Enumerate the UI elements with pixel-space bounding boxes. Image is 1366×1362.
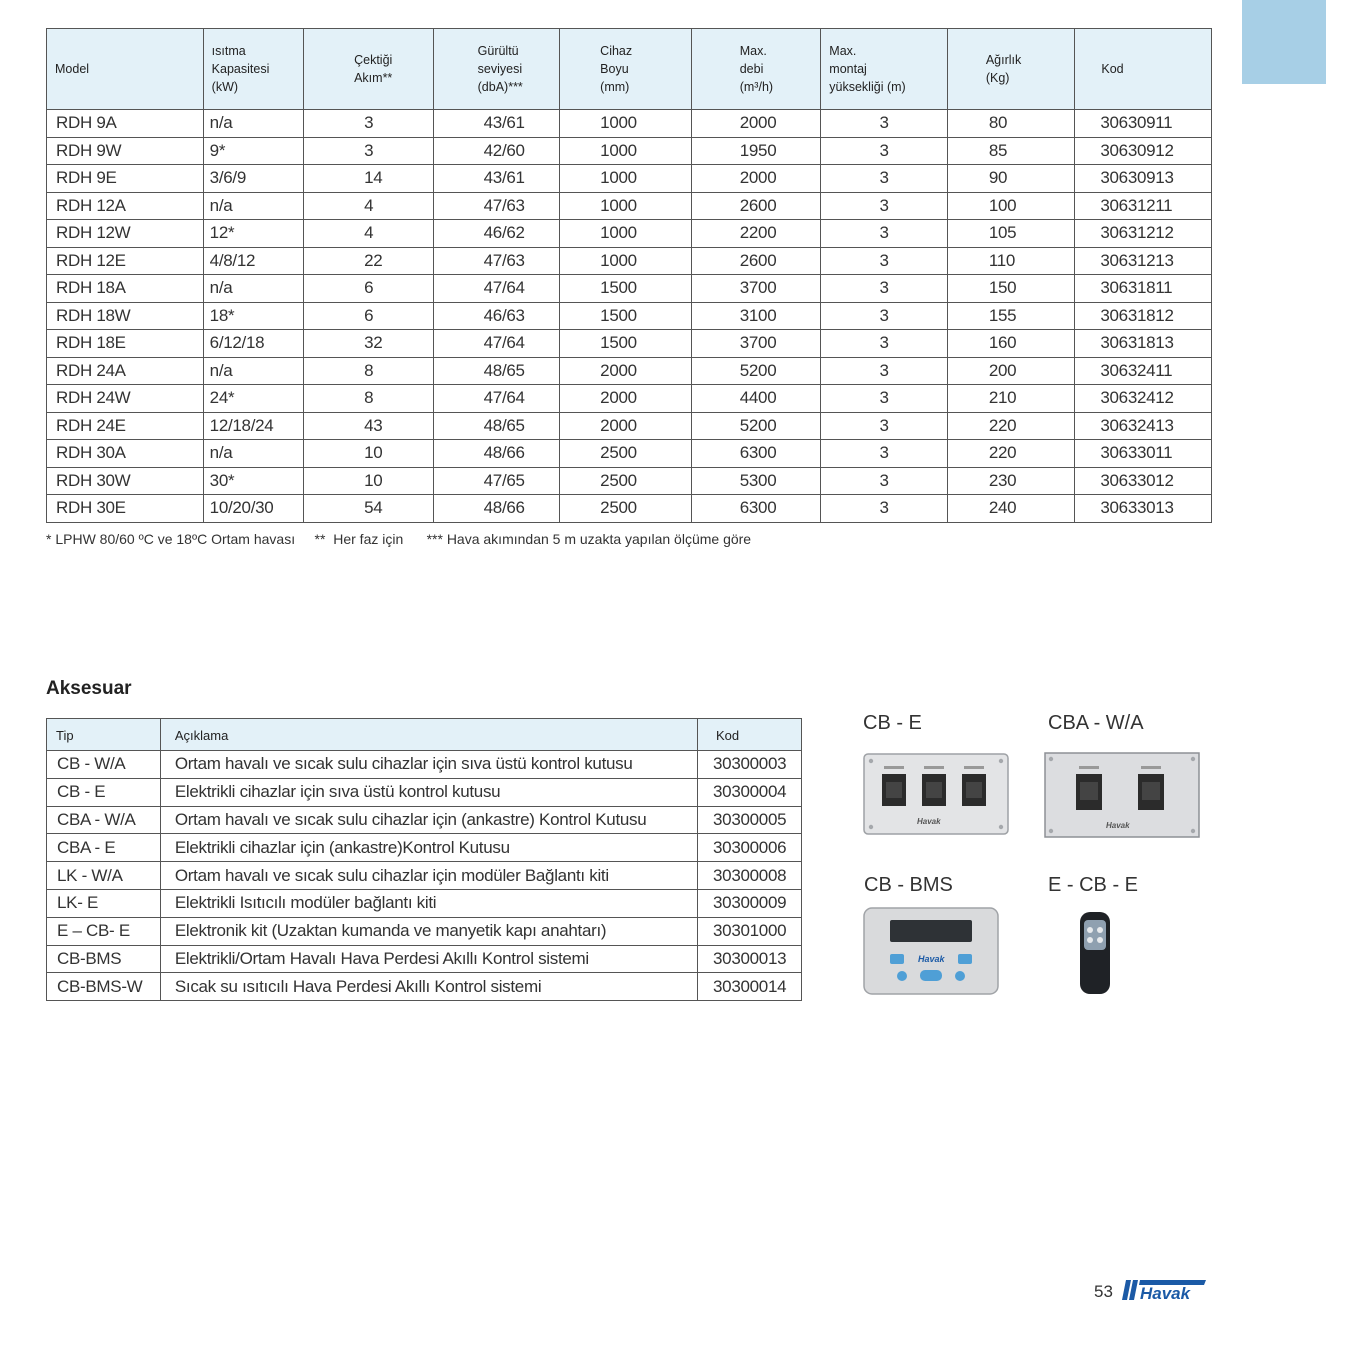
header-line: Max. bbox=[829, 44, 857, 58]
table-cell: 47/64 bbox=[433, 330, 560, 358]
accessory-row bbox=[47, 945, 802, 973]
table-cell: 14 bbox=[304, 165, 434, 193]
accessory-cell-description: Ortam havalı ve sıcak sulu cihazlar için sıva üstü kontrol kutusu bbox=[160, 751, 697, 779]
table-cell: 105 bbox=[947, 220, 1075, 248]
table-cell: 1000 bbox=[560, 110, 692, 138]
table-cell: 240 bbox=[947, 495, 1075, 523]
table-cell: 100 bbox=[947, 192, 1075, 220]
accessory-cell-type: E – CB- E bbox=[47, 917, 161, 945]
table-cell: 3 bbox=[821, 330, 948, 358]
table-cell: n/a bbox=[203, 275, 303, 303]
accessory-cell-type: CBA - E bbox=[47, 834, 161, 862]
corner-tab bbox=[1242, 0, 1326, 84]
table-cell: 3/6/9 bbox=[203, 165, 303, 193]
table-cell: 30633012 bbox=[1075, 467, 1212, 495]
table-cell: RDH 30E bbox=[47, 495, 204, 523]
table-cell: 12/18/24 bbox=[203, 412, 303, 440]
table-cell: 22 bbox=[304, 247, 434, 275]
table-row bbox=[47, 495, 1212, 523]
header-weight bbox=[947, 29, 1075, 110]
accessory-row bbox=[47, 751, 802, 779]
table-cell: 30633011 bbox=[1075, 440, 1212, 468]
header-line: Çektiği bbox=[354, 53, 393, 67]
accessory-header-code: Kod bbox=[698, 719, 802, 751]
table-cell: 47/64 bbox=[433, 385, 560, 413]
spec-table bbox=[46, 28, 1212, 523]
table-cell: 30631813 bbox=[1075, 330, 1212, 358]
accessory-cell-description: Elektrikli cihazlar için sıva üstü kontrol kutusu bbox=[160, 778, 697, 806]
page-number: 53 bbox=[1094, 1282, 1113, 1301]
table-cell: 3 bbox=[821, 302, 948, 330]
havak-logo bbox=[1122, 1278, 1208, 1302]
table-cell: 9* bbox=[203, 137, 303, 165]
photo-label-cba-wa: CBA - W/A bbox=[1048, 712, 1144, 734]
table-cell: 30631211 bbox=[1075, 192, 1212, 220]
header-line: seviyesi bbox=[477, 62, 523, 76]
header-line: Kapasitesi bbox=[211, 62, 270, 76]
table-cell: RDH 12A bbox=[47, 192, 204, 220]
table-cell: RDH 18E bbox=[47, 330, 204, 358]
table-cell: 2200 bbox=[691, 220, 821, 248]
table-cell: 3 bbox=[821, 192, 948, 220]
table-cell: 43/61 bbox=[433, 110, 560, 138]
header-line: Boyu bbox=[600, 62, 629, 76]
table-cell: 2600 bbox=[691, 247, 821, 275]
table-cell: n/a bbox=[203, 357, 303, 385]
table-row bbox=[47, 412, 1212, 440]
table-cell: 30631213 bbox=[1075, 247, 1212, 275]
table-cell: 30632411 bbox=[1075, 357, 1212, 385]
table-cell: 6/12/18 bbox=[203, 330, 303, 358]
table-cell: 80 bbox=[947, 110, 1075, 138]
header-model bbox=[47, 29, 204, 110]
table-cell: 1500 bbox=[560, 275, 692, 303]
table-cell: 2000 bbox=[560, 412, 692, 440]
table-cell: 54 bbox=[304, 495, 434, 523]
table-cell: 90 bbox=[947, 165, 1075, 193]
accessory-cell-code: 30300006 bbox=[698, 834, 802, 862]
table-cell: 4 bbox=[304, 220, 434, 248]
accessory-row bbox=[47, 889, 802, 917]
table-cell: 3 bbox=[821, 412, 948, 440]
header-current bbox=[304, 29, 434, 110]
accessory-cell-type: CB-BMS bbox=[47, 945, 161, 973]
table-cell: 1950 bbox=[691, 137, 821, 165]
cba-wa-control-box-image bbox=[1044, 752, 1200, 838]
table-row bbox=[47, 330, 1212, 358]
table-cell: RDH 24A bbox=[47, 357, 204, 385]
table-cell: RDH 30W bbox=[47, 467, 204, 495]
header-device-length bbox=[560, 29, 692, 110]
table-row bbox=[47, 220, 1212, 248]
table-cell: 5200 bbox=[691, 357, 821, 385]
header-heating-capacity bbox=[203, 29, 303, 110]
table-cell: 10 bbox=[304, 467, 434, 495]
header-max-mount-height bbox=[821, 29, 948, 110]
table-cell: 2500 bbox=[560, 440, 692, 468]
table-cell: 3 bbox=[304, 110, 434, 138]
table-cell: 3 bbox=[304, 137, 434, 165]
table-cell: RDH 24E bbox=[47, 412, 204, 440]
cb-e-control-box-image bbox=[862, 752, 1010, 836]
table-cell: 43 bbox=[304, 412, 434, 440]
photo-label-cb-e: CB - E bbox=[863, 712, 922, 734]
table-cell: RDH 18W bbox=[47, 302, 204, 330]
accessory-cell-description: Sıcak su ısıtıcılı Hava Perdesi Akıllı Kontrol sistemi bbox=[160, 973, 697, 1001]
header-line: debi bbox=[739, 62, 764, 76]
table-cell: 48/66 bbox=[433, 495, 560, 523]
table-cell: 155 bbox=[947, 302, 1075, 330]
accessory-cell-code: 30300003 bbox=[698, 751, 802, 779]
table-cell: 3700 bbox=[691, 275, 821, 303]
accessory-row bbox=[47, 973, 802, 1001]
accessory-cell-type: CB - W/A bbox=[47, 751, 161, 779]
brand-mark: Havak bbox=[918, 954, 945, 964]
accessory-cell-code: 30300009 bbox=[698, 889, 802, 917]
section-title: Aksesuar bbox=[46, 678, 132, 699]
header-line: (kW) bbox=[211, 80, 239, 94]
header-line: ısıtma bbox=[211, 44, 246, 58]
table-cell: 32 bbox=[304, 330, 434, 358]
accessory-cell-code: 30300005 bbox=[698, 806, 802, 834]
accessory-cell-description: Ortam havalı ve sıcak sulu cihazlar için modüler Bağlantı kiti bbox=[160, 862, 697, 890]
header-line: (m³/h) bbox=[739, 80, 774, 94]
spec-table-header bbox=[47, 29, 1212, 110]
table-cell: 3 bbox=[821, 247, 948, 275]
table-row bbox=[47, 440, 1212, 468]
table-cell: 48/66 bbox=[433, 440, 560, 468]
table-row bbox=[47, 357, 1212, 385]
table-cell: 42/60 bbox=[433, 137, 560, 165]
header-line: yüksekliği (m) bbox=[829, 80, 906, 94]
table-cell: 8 bbox=[304, 385, 434, 413]
cb-bms-controller-image bbox=[862, 906, 1000, 996]
table-cell: 47/63 bbox=[433, 247, 560, 275]
table-cell: 3 bbox=[821, 110, 948, 138]
accessory-cell-type: LK - W/A bbox=[47, 862, 161, 890]
table-cell: 43/61 bbox=[433, 165, 560, 193]
brand-mark: Havak bbox=[917, 817, 941, 826]
table-row bbox=[47, 385, 1212, 413]
table-cell: 18* bbox=[203, 302, 303, 330]
table-row bbox=[47, 275, 1212, 303]
table-cell: 2000 bbox=[560, 385, 692, 413]
table-cell: 30* bbox=[203, 467, 303, 495]
table-cell: 46/62 bbox=[433, 220, 560, 248]
accessory-cell-type: CB-BMS-W bbox=[47, 973, 161, 1001]
table-cell: 5200 bbox=[691, 412, 821, 440]
photo-label-cb-bms: CB - BMS bbox=[864, 874, 953, 896]
table-cell: 30631811 bbox=[1075, 275, 1212, 303]
table-cell: 210 bbox=[947, 385, 1075, 413]
table-cell: 6 bbox=[304, 275, 434, 303]
table-row bbox=[47, 165, 1212, 193]
table-cell: 30632413 bbox=[1075, 412, 1212, 440]
table-cell: 3 bbox=[821, 385, 948, 413]
table-cell: 1000 bbox=[560, 165, 692, 193]
table-cell: 3 bbox=[821, 165, 948, 193]
table-cell: 3 bbox=[821, 275, 948, 303]
table-row bbox=[47, 467, 1212, 495]
table-cell: 6 bbox=[304, 302, 434, 330]
header-line: montaj bbox=[829, 62, 867, 76]
table-cell: 8 bbox=[304, 357, 434, 385]
table-cell: 48/65 bbox=[433, 357, 560, 385]
table-cell: 46/63 bbox=[433, 302, 560, 330]
table-cell: RDH 9E bbox=[47, 165, 204, 193]
table-cell: 3100 bbox=[691, 302, 821, 330]
table-cell: 3 bbox=[821, 137, 948, 165]
table-cell: 30631212 bbox=[1075, 220, 1212, 248]
table-cell: 3 bbox=[821, 495, 948, 523]
table-row bbox=[47, 137, 1212, 165]
header-line: Cihaz bbox=[600, 44, 633, 58]
table-cell: 47/64 bbox=[433, 275, 560, 303]
table-cell: 30633013 bbox=[1075, 495, 1212, 523]
table-cell: RDH 9A bbox=[47, 110, 204, 138]
table-cell: 110 bbox=[947, 247, 1075, 275]
table-cell: 150 bbox=[947, 275, 1075, 303]
table-cell: 85 bbox=[947, 137, 1075, 165]
header-max-airflow bbox=[691, 29, 821, 110]
table-cell: 12* bbox=[203, 220, 303, 248]
table-cell: 2000 bbox=[691, 165, 821, 193]
table-cell: 30630913 bbox=[1075, 165, 1212, 193]
accessory-cell-type: LK- E bbox=[47, 889, 161, 917]
table-row bbox=[47, 302, 1212, 330]
table-cell: 2000 bbox=[560, 357, 692, 385]
accessory-row bbox=[47, 917, 802, 945]
table-cell: 3 bbox=[821, 467, 948, 495]
accessory-cell-code: 30300004 bbox=[698, 778, 802, 806]
accessory-cell-description: Ortam havalı ve sıcak sulu cihazlar için (ankastre) Kontrol Kutusu bbox=[160, 806, 697, 834]
accessory-table-header bbox=[47, 719, 802, 751]
table-cell: 1500 bbox=[560, 302, 692, 330]
logo-text: Havak bbox=[1140, 1284, 1191, 1302]
e-cb-e-remote-image bbox=[1077, 910, 1113, 996]
table-cell: 6300 bbox=[691, 495, 821, 523]
table-cell: 4400 bbox=[691, 385, 821, 413]
accessory-row bbox=[47, 778, 802, 806]
footnote: * LPHW 80/60 ºC ve 18ºC Ortam havası ** Her faz için *** Hava akımından 5 m uzakta yapılan ölçüme göre bbox=[46, 531, 752, 547]
header-line: (mm) bbox=[600, 80, 630, 94]
table-cell: 3 bbox=[821, 220, 948, 248]
table-cell: 4 bbox=[304, 192, 434, 220]
header-line: Kod bbox=[1101, 62, 1124, 76]
accessory-header-type: Tip bbox=[47, 719, 161, 751]
table-cell: 4/8/12 bbox=[203, 247, 303, 275]
table-cell: 30632412 bbox=[1075, 385, 1212, 413]
table-cell: RDH 30A bbox=[47, 440, 204, 468]
table-cell: 48/65 bbox=[433, 412, 560, 440]
accessory-table bbox=[46, 718, 802, 1001]
table-cell: 220 bbox=[947, 412, 1075, 440]
table-cell: n/a bbox=[203, 192, 303, 220]
table-row bbox=[47, 110, 1212, 138]
table-cell: 3 bbox=[821, 440, 948, 468]
header-line: Gürültü bbox=[477, 44, 519, 58]
table-cell: 47/63 bbox=[433, 192, 560, 220]
table-cell: RDH 12E bbox=[47, 247, 204, 275]
table-cell: 30630912 bbox=[1075, 137, 1212, 165]
accessory-cell-type: CB - E bbox=[47, 778, 161, 806]
accessory-cell-description: Elektronik kit (Uzaktan kumanda ve manyetik kapı anahtarı) bbox=[160, 917, 697, 945]
table-cell: n/a bbox=[203, 440, 303, 468]
accessory-cell-code: 30300008 bbox=[698, 862, 802, 890]
accessory-cell-description: Elektrikli/Ortam Havalı Hava Perdesi Akıllı Kontrol sistemi bbox=[160, 945, 697, 973]
accessory-cell-code: 30301000 bbox=[698, 917, 802, 945]
table-cell: 10 bbox=[304, 440, 434, 468]
table-cell: 2600 bbox=[691, 192, 821, 220]
accessory-header-description: Açıklama bbox=[160, 719, 697, 751]
table-cell: 2500 bbox=[560, 495, 692, 523]
accessory-cell-code: 30300014 bbox=[698, 973, 802, 1001]
table-row bbox=[47, 192, 1212, 220]
table-cell: 1000 bbox=[560, 220, 692, 248]
header-noise-level bbox=[433, 29, 560, 110]
table-cell: 220 bbox=[947, 440, 1075, 468]
table-cell: 6300 bbox=[691, 440, 821, 468]
table-cell: 1000 bbox=[560, 247, 692, 275]
table-cell: RDH 18A bbox=[47, 275, 204, 303]
accessory-cell-description: Elektrikli Isıtıcılı modüler bağlantı kiti bbox=[160, 889, 697, 917]
table-cell: 200 bbox=[947, 357, 1075, 385]
table-cell: 3700 bbox=[691, 330, 821, 358]
table-cell: 1500 bbox=[560, 330, 692, 358]
table-cell: 30631812 bbox=[1075, 302, 1212, 330]
header-line: Model bbox=[55, 62, 90, 76]
table-cell: RDH 12W bbox=[47, 220, 204, 248]
table-cell: 47/65 bbox=[433, 467, 560, 495]
table-row bbox=[47, 247, 1212, 275]
table-cell: 230 bbox=[947, 467, 1075, 495]
accessory-cell-type: CBA - W/A bbox=[47, 806, 161, 834]
table-cell: 5300 bbox=[691, 467, 821, 495]
accessory-row bbox=[47, 806, 802, 834]
table-cell: RDH 9W bbox=[47, 137, 204, 165]
table-cell: 24* bbox=[203, 385, 303, 413]
table-cell: 2500 bbox=[560, 467, 692, 495]
header-line: Max. bbox=[739, 44, 767, 58]
table-cell: 3 bbox=[821, 357, 948, 385]
table-cell: 10/20/30 bbox=[203, 495, 303, 523]
table-cell: 2000 bbox=[691, 110, 821, 138]
header-code bbox=[1075, 29, 1212, 110]
table-cell: n/a bbox=[203, 110, 303, 138]
table-cell: 160 bbox=[947, 330, 1075, 358]
accessory-cell-description: Elektrikli cihazlar için (ankastre)Kontrol Kutusu bbox=[160, 834, 697, 862]
header-line: (Kg) bbox=[985, 71, 1010, 85]
photo-label-e-cb-e: E - CB - E bbox=[1048, 874, 1139, 896]
table-cell: 30630911 bbox=[1075, 110, 1212, 138]
header-line: Ağırlık bbox=[985, 53, 1022, 67]
accessory-row bbox=[47, 862, 802, 890]
table-cell: 1000 bbox=[560, 192, 692, 220]
table-cell: 1000 bbox=[560, 137, 692, 165]
brand-mark: Havak bbox=[1106, 821, 1130, 830]
table-cell: RDH 24W bbox=[47, 385, 204, 413]
header-line: Akım** bbox=[354, 71, 393, 85]
accessory-cell-code: 30300013 bbox=[698, 945, 802, 973]
header-line: (dbA)*** bbox=[477, 80, 523, 94]
accessory-row bbox=[47, 834, 802, 862]
